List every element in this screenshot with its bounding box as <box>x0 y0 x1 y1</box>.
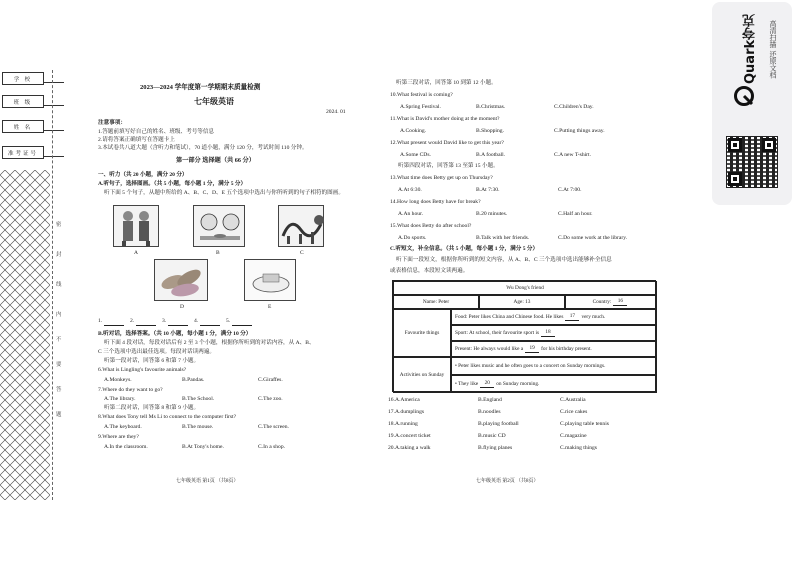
food-row <box>451 309 657 325</box>
picture-c <box>278 205 324 247</box>
section1-heading: 一、听力（共 20 小题，满分 20 分） <box>98 172 188 178</box>
picture-d <box>154 259 208 301</box>
sectionB-instruction: 听第一段对话，回答第 6 和第 7 小题。 <box>104 358 200 364</box>
blank-17[interactable]: 17 <box>565 313 579 321</box>
sectionB-instruction: C 三个选项中选出最佳选项。每段对话读两遍。 <box>98 349 216 355</box>
option[interactable]: B.England <box>478 397 502 403</box>
option[interactable]: A.The keyboard. <box>104 424 142 430</box>
note-line: 3.本试卷共八道大题（含听力和笔试），70 道小题，满分 120 分，考试时间 110 分钟。 <box>98 145 308 151</box>
option[interactable]: B.Christmas. <box>476 104 506 110</box>
answer-line[interactable] <box>168 318 188 326</box>
answer-number: 4. <box>194 318 199 324</box>
option[interactable]: B.Shopping. <box>476 128 504 134</box>
seal-char: 答 <box>56 387 62 393</box>
option[interactable]: C.At 7:00. <box>558 187 582 193</box>
table-name: Name: Peter <box>393 295 479 309</box>
sectionC-instruction: 听下面一段短文，根据你所听到的短文内容，从 A、B、C 三个选项中选出能够补全信息 <box>396 257 612 263</box>
present-text: Present: He always would like a <box>455 345 524 352</box>
blank-19[interactable]: 19 <box>525 345 539 353</box>
blank-20[interactable]: 20 <box>480 380 494 388</box>
question-9: 9.Where are they? <box>98 434 139 440</box>
option[interactable]: C.A new T-shirt. <box>554 152 591 158</box>
school-field-label: 学 校 <box>2 72 44 85</box>
question-12: 12.What present would David like to get this year? <box>390 140 504 146</box>
name-field-line[interactable] <box>44 130 64 131</box>
sectionC-heading: C.听短文，补全信息。（共 5 小题，每小题 1 分，满分 5 分） <box>390 246 539 252</box>
present-text-end: for his birthday present. <box>541 345 592 352</box>
qr-code-icon[interactable] <box>726 136 778 188</box>
sunday-line-1: • Peter likes music and he often goes to a concert on Sunday mornings. <box>451 357 657 375</box>
sectionA-instructions: 听下面 5 个句子，从题中所给的 A、B、C、D、E 五个选项中选出与你所听到的句子相符的图画。 <box>104 190 344 196</box>
option[interactable]: C.rice cakes <box>560 409 588 415</box>
option[interactable]: 18.A.running <box>388 421 418 427</box>
qr-eye <box>728 172 742 186</box>
seal-char: 内 <box>56 312 62 318</box>
picture-label: D <box>180 304 184 310</box>
option[interactable]: A.The library. <box>104 396 136 402</box>
blank-18[interactable]: 18 <box>541 329 555 337</box>
question-7: 7.Where do they want to go? <box>98 387 163 393</box>
option[interactable]: C.Half an hour. <box>558 211 593 217</box>
seal-line <box>52 70 53 500</box>
exam-number-label: 准考证号 <box>2 146 44 159</box>
answer-line[interactable] <box>232 318 252 326</box>
seal-char: 不 <box>56 337 62 343</box>
notes-heading: 注意事项： <box>98 120 126 126</box>
option[interactable]: A.In the classroom. <box>104 444 148 450</box>
option[interactable]: A.Spring Festival. <box>400 104 441 110</box>
answer-number: 3. <box>162 318 167 324</box>
class-field-line[interactable] <box>44 105 64 106</box>
answer-blank-2 <box>130 318 158 326</box>
option[interactable]: A.At 6:30. <box>398 187 422 193</box>
question-13: 13.What time does Betty get up on Thursday? <box>390 175 493 181</box>
page2-footer: 七年级英语 第2页 （共8页） <box>476 479 539 484</box>
seal-char: 封 <box>56 252 62 258</box>
sectionA-heading: A.听句子，选择图画。（共 5 小题，每小题 1 分，满分 5 分） <box>98 181 247 187</box>
option[interactable]: 19.A.concert ticket <box>388 433 431 439</box>
note-line: 1.答题前填写好自己的姓名、班级、考号等信息 <box>98 129 215 135</box>
seal-char: 要 <box>56 362 62 368</box>
quark-logo-icon <box>734 86 754 106</box>
option[interactable]: B.Talk with her friends. <box>476 235 530 241</box>
quark-badge[interactable] <box>712 2 792 205</box>
note-line: 2.请将答案正确填写在答题卡上 <box>98 137 175 143</box>
qr-eye <box>728 138 742 152</box>
question-15: 15.What does Betty do after school? <box>390 223 472 229</box>
option[interactable]: 16.A.America <box>388 397 420 403</box>
food-text: Food: Peter likes China and Chinese food. He likes <box>455 313 564 320</box>
sectionC-instruction: 或表格信息，本段短文读两遍。 <box>390 268 469 274</box>
sweet-potatoes-icon <box>155 260 209 302</box>
favourite-label: Favourite things <box>393 309 451 357</box>
option[interactable]: C.Children's Day. <box>554 104 594 110</box>
dialogue-note: 听第三段对话，回答第 10 到第 12 小题。 <box>396 80 497 86</box>
option[interactable]: B.music CD <box>478 433 506 439</box>
food-text-end: very much. <box>581 313 606 320</box>
answer-blank-5 <box>226 318 254 326</box>
subject-title: 七年级英语 <box>194 97 234 106</box>
option[interactable]: B.At 7:30. <box>476 187 500 193</box>
dialogue-note: 听第二段对话，回答第 8 和第 9 小题。 <box>104 405 200 411</box>
country-label: Country: <box>592 298 612 305</box>
option[interactable]: C.making things <box>560 445 597 451</box>
sport-row <box>451 325 657 341</box>
picture-label: E <box>268 304 272 310</box>
table-title: Wu Dong's friend <box>393 281 657 295</box>
qr-eye <box>762 138 776 152</box>
seal-char: 线 <box>56 282 62 288</box>
answer-line[interactable] <box>136 318 156 326</box>
table-age: Age: 13 <box>479 295 565 309</box>
answer-blank-1 <box>98 318 126 326</box>
option[interactable]: B.The mouse. <box>182 424 214 430</box>
picture-e <box>244 259 296 301</box>
sectionB-instruction: 听下面 4 段对话，每段对话后有 2 至 3 个小题，根据你所听到的对话内容，从 A、B、 <box>104 340 315 346</box>
option[interactable]: C.magazine <box>560 433 587 439</box>
option[interactable]: 17.A.dumplings <box>388 409 425 415</box>
children-eating-icon <box>194 206 246 248</box>
blank-16[interactable]: 16 <box>613 298 627 306</box>
page1-footer: 七年级英语 第1页 （共8页） <box>176 479 239 484</box>
option[interactable]: C.Giraffes. <box>258 377 283 383</box>
option[interactable]: C.The zoo. <box>258 396 283 402</box>
answer-line[interactable] <box>200 318 220 326</box>
seal-char: 密 <box>56 222 62 228</box>
answer-blank-3 <box>162 318 190 326</box>
option[interactable]: C.The screen. <box>258 424 289 430</box>
plate-icon <box>245 260 297 302</box>
answer-blank-4 <box>194 318 222 326</box>
option[interactable]: 20.A.taking a walk <box>388 445 431 451</box>
option[interactable]: A.Cooking. <box>400 128 427 134</box>
dialogue-note: 听第四段对话，回答第 13 至第 15 小题。 <box>398 163 499 169</box>
sunday-text-end: on Sunday morning. <box>496 380 540 387</box>
class-field-label: 班 级 <box>2 95 44 108</box>
picture-a <box>113 205 159 247</box>
answer-line[interactable] <box>104 318 124 326</box>
info-table <box>392 280 656 392</box>
school-field-line[interactable] <box>44 82 64 83</box>
name-field-label: 姓 名 <box>2 120 44 133</box>
option[interactable]: B.The School. <box>182 396 215 402</box>
exam-date: 2024. 01 <box>326 109 346 115</box>
sunday-label: Activities on Sunday <box>393 357 451 393</box>
option[interactable]: B.noodles <box>478 409 501 415</box>
question-14: 14.How long does Betty have for break? <box>390 199 481 205</box>
question-6: 6.What is Lingling's favourite animals? <box>98 367 187 373</box>
people-icon <box>114 206 160 248</box>
answer-number: 5. <box>226 318 231 324</box>
question-10: 10.What festival is coming? <box>390 92 453 98</box>
answer-number: 2. <box>130 318 135 324</box>
question-11: 11.What is David's mother doing at the moment? <box>390 116 500 122</box>
option[interactable]: A.Some CDs. <box>400 152 431 158</box>
picture-label: C <box>300 250 304 256</box>
picture-b <box>193 205 245 247</box>
answer-number: 1. <box>98 318 103 324</box>
seal-char: 题 <box>56 412 62 418</box>
sport-text: Sport: At school, their favourite sport is <box>455 329 540 336</box>
option[interactable]: C.Do some work at the library. <box>558 235 628 241</box>
exam-title: 2023—2024 学年度第一学期期末质量检测 <box>140 84 261 91</box>
quark-brand: Quark夸克 <box>743 13 758 84</box>
exam-number-line[interactable] <box>44 156 64 157</box>
option[interactable]: B.20 minutes. <box>476 211 508 217</box>
option[interactable]: C.playing table tennis <box>560 421 609 427</box>
option[interactable]: C.Putting things away. <box>554 128 605 134</box>
binding-strip <box>0 70 68 490</box>
picture-label: B <box>216 250 220 256</box>
sectionB-heading: B.听对话，选择答案。（共 10 小题，每小题 1 分，满分 10 分） <box>98 331 252 337</box>
part-title: 第一部分 选择题（共 66 分） <box>176 157 255 164</box>
option[interactable]: C.In a shop. <box>258 444 286 450</box>
picture-label: A <box>134 250 138 256</box>
question-8: 8.What does Tony tell Ms Li to connect to the computer first? <box>98 414 237 420</box>
present-row <box>451 341 657 357</box>
option[interactable]: B.At Tony's home. <box>182 444 224 450</box>
option[interactable]: B.flying planes <box>478 445 513 451</box>
option[interactable]: A.An hour. <box>398 211 424 217</box>
option[interactable]: C.Australia <box>560 397 586 403</box>
option[interactable]: B.A football. <box>476 152 506 158</box>
option[interactable]: B.playing football <box>478 421 519 427</box>
sunday-line-2 <box>451 375 657 393</box>
sunday-text: • They like <box>455 380 479 387</box>
option[interactable]: B.Pandas. <box>182 377 205 383</box>
lattice-pattern <box>0 170 50 500</box>
table-country <box>565 295 657 309</box>
option[interactable]: A.Monkeys. <box>104 377 132 383</box>
quark-slogan: 高清扫描 还原文档 <box>769 20 777 79</box>
dragon-dance-icon <box>279 206 325 248</box>
option[interactable]: A.Do sports. <box>398 235 427 241</box>
